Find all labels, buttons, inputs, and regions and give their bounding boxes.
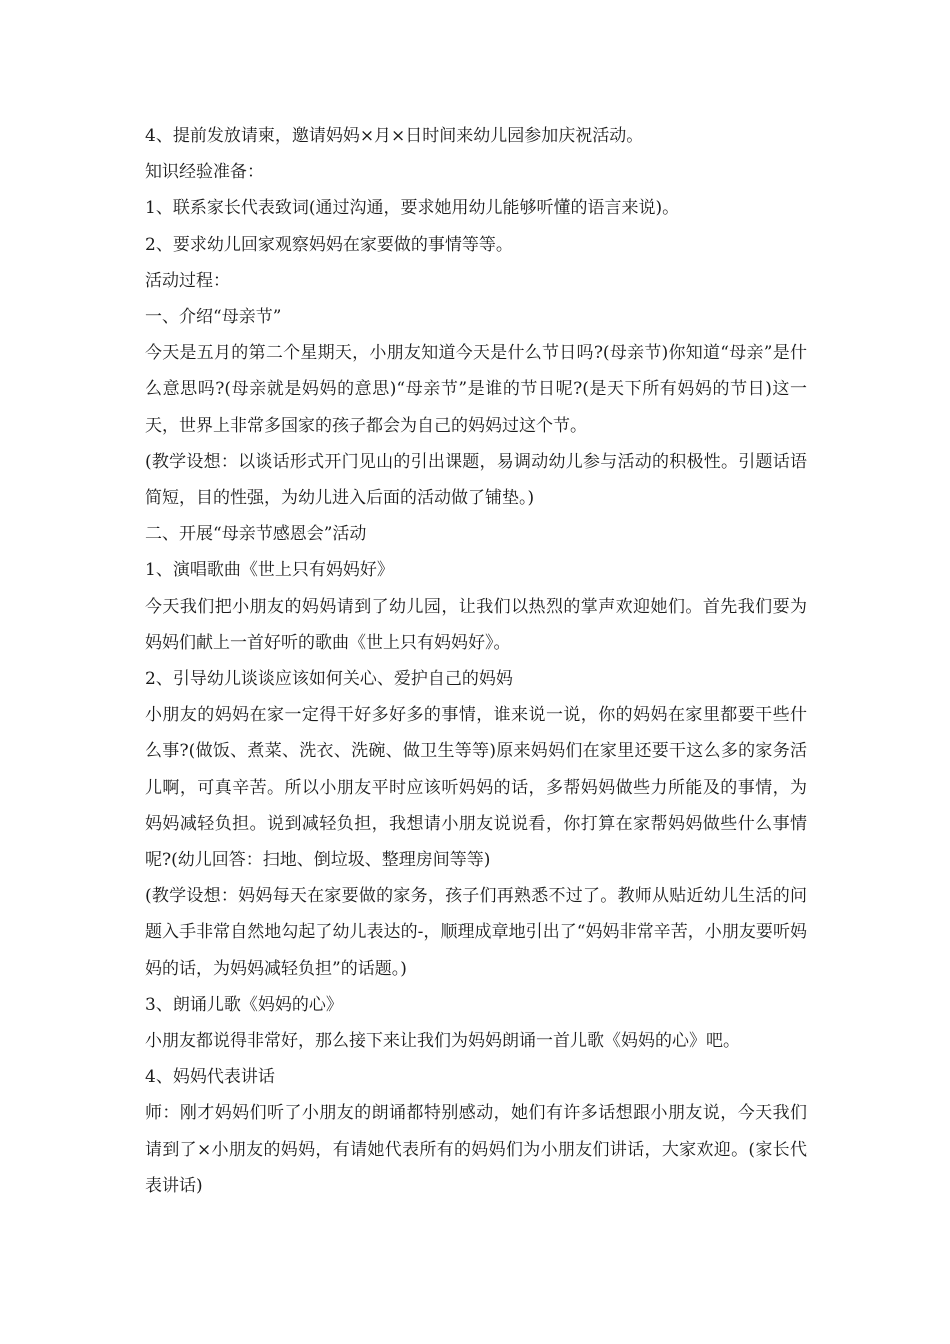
heading-knowledge-prep: 知识经验准备： — [145, 162, 264, 183]
heading-section-two: 二、开展“母亲节感恩会”活动 — [145, 524, 367, 545]
heading-section-one: 一、介绍“母亲节” — [145, 307, 282, 328]
paragraph-teaching-note-2: (教学设想：妈妈每天在家要做的家务，孩子们再熟悉不过了。教师从贴近幼儿生活的问题入手非常自然地勾起了幼儿表达的-，顺理成章地引出了“妈妈非常辛苦，小朋友要听妈妈的话，为妈妈减轻负担”的话题。) — [145, 886, 807, 979]
paragraph-care-for-mom: 小朋友的妈妈在家一定得干好多好多的事情，谁来说一说，你的妈妈在家里都要干些什么事?(做饭、煮菜、洗衣、洗碗、做卫生等等)原来妈妈们在家里还要干这么多的家务活儿啊，可真辛苦。所以小朋友平时应该听妈妈的话，多帮妈妈做些力所能及的事情，为妈妈减轻负担。说到减轻负担，我想请小朋友说说看，你打算在家帮妈妈做些什么事情呢?(幼儿回答：扫地、倒垃圾、整理房间等等) — [145, 705, 807, 871]
heading-activity-process: 活动过程： — [145, 270, 230, 291]
paragraph-mothers-day-intro: 今天是五月的第二个星期天，小朋友知道今天是什么节日吗?(母亲节)你知道“母亲”是什么意思吗?(母亲就是妈妈的意思)“母亲节”是谁的节日呢?(是天下所有妈妈的节日)这一天，世界上非常多国家的孩子都会为自己的妈妈过这个节。 — [145, 343, 807, 436]
heading-mom-speech: 4、妈妈代表讲话 — [145, 1067, 275, 1088]
heading-recite-poem: 3、朗诵儿歌《妈妈的心》 — [145, 994, 343, 1015]
paragraph-song: 今天我们把小朋友的妈妈请到了幼儿园，让我们以热烈的掌声欢迎她们。首先我们要为妈妈们献上一首好听的歌曲《世上只有妈妈好》。 — [145, 596, 807, 653]
paragraph-observe-mom: 2、要求幼儿回家观察妈妈在家要做的事情等等。 — [145, 234, 513, 255]
paragraph-invitation: 4、提前发放请柬，邀请妈妈×月×日时间来幼儿园参加庆祝活动。 — [145, 126, 644, 146]
heading-care-for-mom: 2、引导幼儿谈谈应该如何关心、爱护自己的妈妈 — [145, 669, 513, 690]
paragraph-mom-speech: 师：刚才妈妈们听了小朋友的朗诵都特别感动，她们有许多话想跟小朋友说，今天我们请到了×小朋友的妈妈，有请她代表所有的妈妈们为小朋友们讲话，大家欢迎。(家长代表讲话) — [145, 1103, 807, 1196]
heading-song: 1、演唱歌曲《世上只有妈妈好》 — [145, 560, 394, 581]
paragraph-recite-poem: 小朋友都说得非常好，那么接下来让我们为妈妈朗诵一首儿歌《妈妈的心》吧。 — [145, 1031, 740, 1052]
paragraph-parent-speech-prep: 1、联系家长代表致词(通过沟通，要求她用幼儿能够听懂的语言来说)。 — [145, 198, 680, 219]
document-body — [145, 118, 807, 1204]
paragraph-teaching-note-1: (教学设想：以谈话形式开门见山的引出课题，易调动幼儿参与活动的积极性。引题话语简短，目的性强，为幼儿进入后面的活动做了铺垫。) — [145, 451, 807, 509]
